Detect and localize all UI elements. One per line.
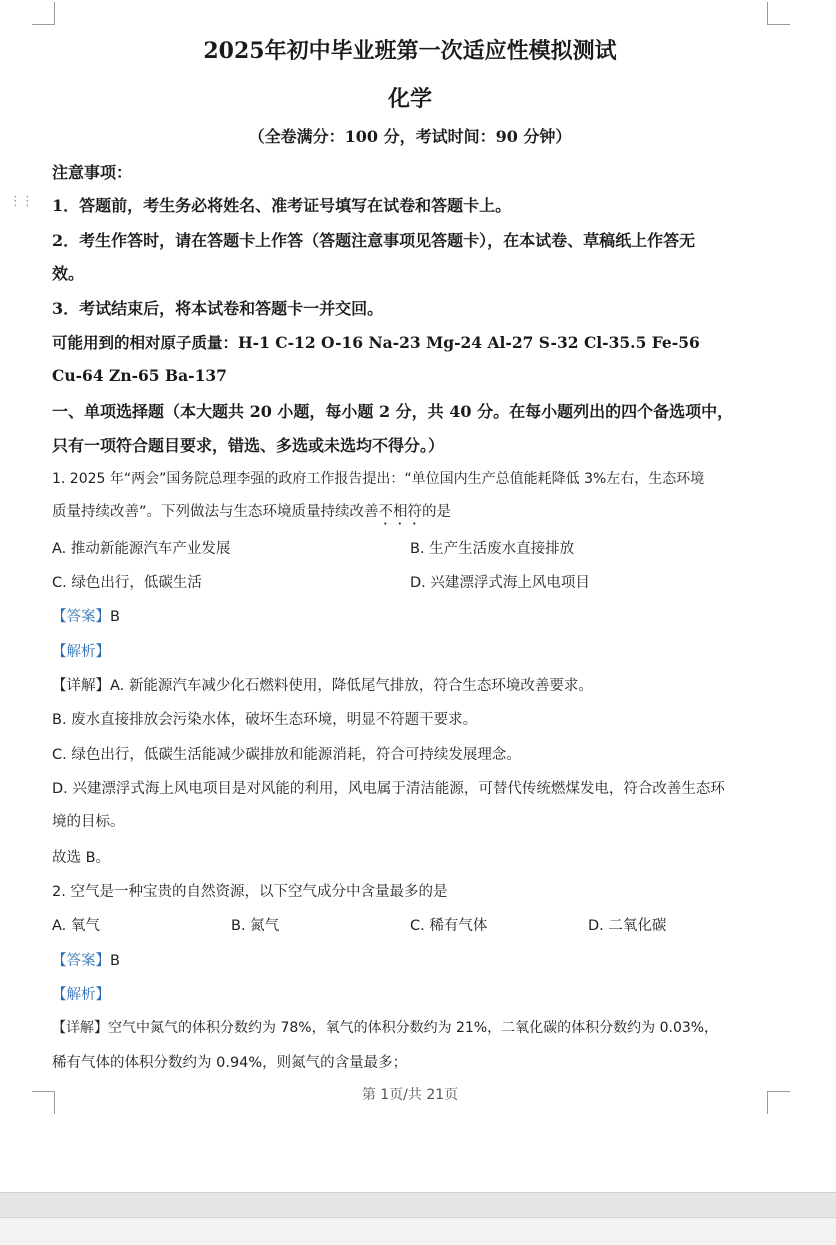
- answer-line: [52, 605, 120, 626]
- option-b: B. 生产生活废水直接排放: [410, 541, 575, 557]
- atomic-mass-line: Cu-64 Zn-65 Ba-137: [52, 366, 227, 385]
- crop-mark-top-right: [767, 2, 790, 25]
- analysis-tag: 【解析】: [52, 987, 110, 1003]
- section-heading: 只有一项符合题目要求，错选、多选或未选均不得分。）: [52, 436, 445, 455]
- question-stem-text: 的是: [422, 504, 452, 520]
- detail-text: 空气中氮气的体积分数约为 78%，氧气的体积分数约为 21%，二氧化碳的体积分数约为 0.03%，: [108, 1020, 719, 1036]
- option-c: C. 绿色出行，低碳生活: [52, 575, 202, 591]
- detail-line: [52, 1017, 718, 1037]
- answer-tag: 【答案】: [52, 609, 110, 625]
- question-stem-text: 质量持续改善”。下列做法与生态环境质量持续改善: [52, 504, 379, 520]
- page-footer: 第 1页/共 21页: [361, 1087, 459, 1103]
- detail-line: C. 绿色出行，低碳生活能减少碳排放和能源消耗，符合可持续发展理念。: [52, 747, 521, 763]
- option-b: B. 氮气: [231, 918, 280, 934]
- page-title: 2025年初中毕业班第一次适应性模拟测试: [203, 38, 617, 64]
- crop-mark-top-left: [32, 2, 55, 25]
- detail-line: B. 废水直接排放会污染水体，破坏生态环境，明显不符题干要求。: [52, 712, 478, 728]
- answer-value: B: [110, 953, 120, 969]
- drag-handle-icon[interactable]: ⋮⋮: [9, 194, 33, 209]
- detail-text: A. 新能源汽车减少化石燃料使用，降低尾气排放，符合生态环境改善要求。: [110, 678, 593, 694]
- option-a: A. 氧气: [52, 918, 100, 934]
- exam-info: （全卷满分：100 分，考试时间：90 分钟）: [248, 127, 572, 146]
- answer-value: B: [110, 609, 120, 625]
- conclusion-line: 故选 B。: [52, 850, 111, 866]
- notice-item: 1．答题前，考生务必将姓名、准考证号填写在试卷和答题卡上。: [52, 196, 512, 215]
- subject-title: 化学: [387, 86, 432, 112]
- detail-line: 境的目标。: [52, 814, 125, 830]
- atomic-mass-line: 可能用到的相对原子质量：H-1 C-12 O-16 Na-23 Mg-24 Al-27 S-32 Cl-35.5 Fe-56: [52, 333, 700, 352]
- option-c: C. 稀有气体: [410, 918, 488, 934]
- notice-item: 效。: [52, 264, 85, 283]
- emphasis-text: 不相符: [378, 504, 423, 520]
- detail-line: D. 兴建漂浮式海上风电项目是对风能的利用，风电属于清洁能源，可替代传统燃煤发电，符合改善生态环: [52, 781, 725, 797]
- option-a: A. 推动新能源汽车产业发展: [52, 541, 231, 557]
- answer-line: [52, 949, 120, 970]
- detail-line: 稀有气体的体积分数约为 0.94%，则氮气的含量最多；: [52, 1055, 408, 1071]
- question-stem: [52, 500, 451, 528]
- detail-line: [52, 674, 593, 695]
- status-area: [0, 1218, 836, 1245]
- option-d: D. 二氧化碳: [588, 918, 667, 934]
- question-stem: 1. 2025 年“两会”国务院总理李强的政府工作报告提出：“单位国内生产总值能耗降低 3%左右，生态环境: [52, 471, 705, 487]
- option-d: D. 兴建漂浮式海上风电项目: [410, 575, 590, 591]
- section-heading: 一、单项选择题（本大题共 20 小题，每小题 2 分，共 40 分。在每小题列出的四个备选项中，: [52, 402, 734, 421]
- detail-tag: 【详解】: [52, 678, 110, 694]
- analysis-tag: 【解析】: [52, 644, 110, 660]
- notice-item: 3．考试结束后，将本试卷和答题卡一并交回。: [52, 299, 384, 318]
- question-stem: 2. 空气是一种宝贵的自然资源，以下空气成分中含量最多的是: [52, 884, 448, 900]
- notice-heading: 注意事项：: [52, 163, 133, 182]
- notice-item: 2．考生作答时，请在答题卡上作答（答题注意事项见答题卡），在本试卷、草稿纸上作答无: [52, 231, 696, 250]
- answer-tag: 【答案】: [52, 953, 110, 969]
- horizontal-scrollbar[interactable]: [0, 1192, 836, 1218]
- detail-tag: 【详解】: [52, 1020, 108, 1036]
